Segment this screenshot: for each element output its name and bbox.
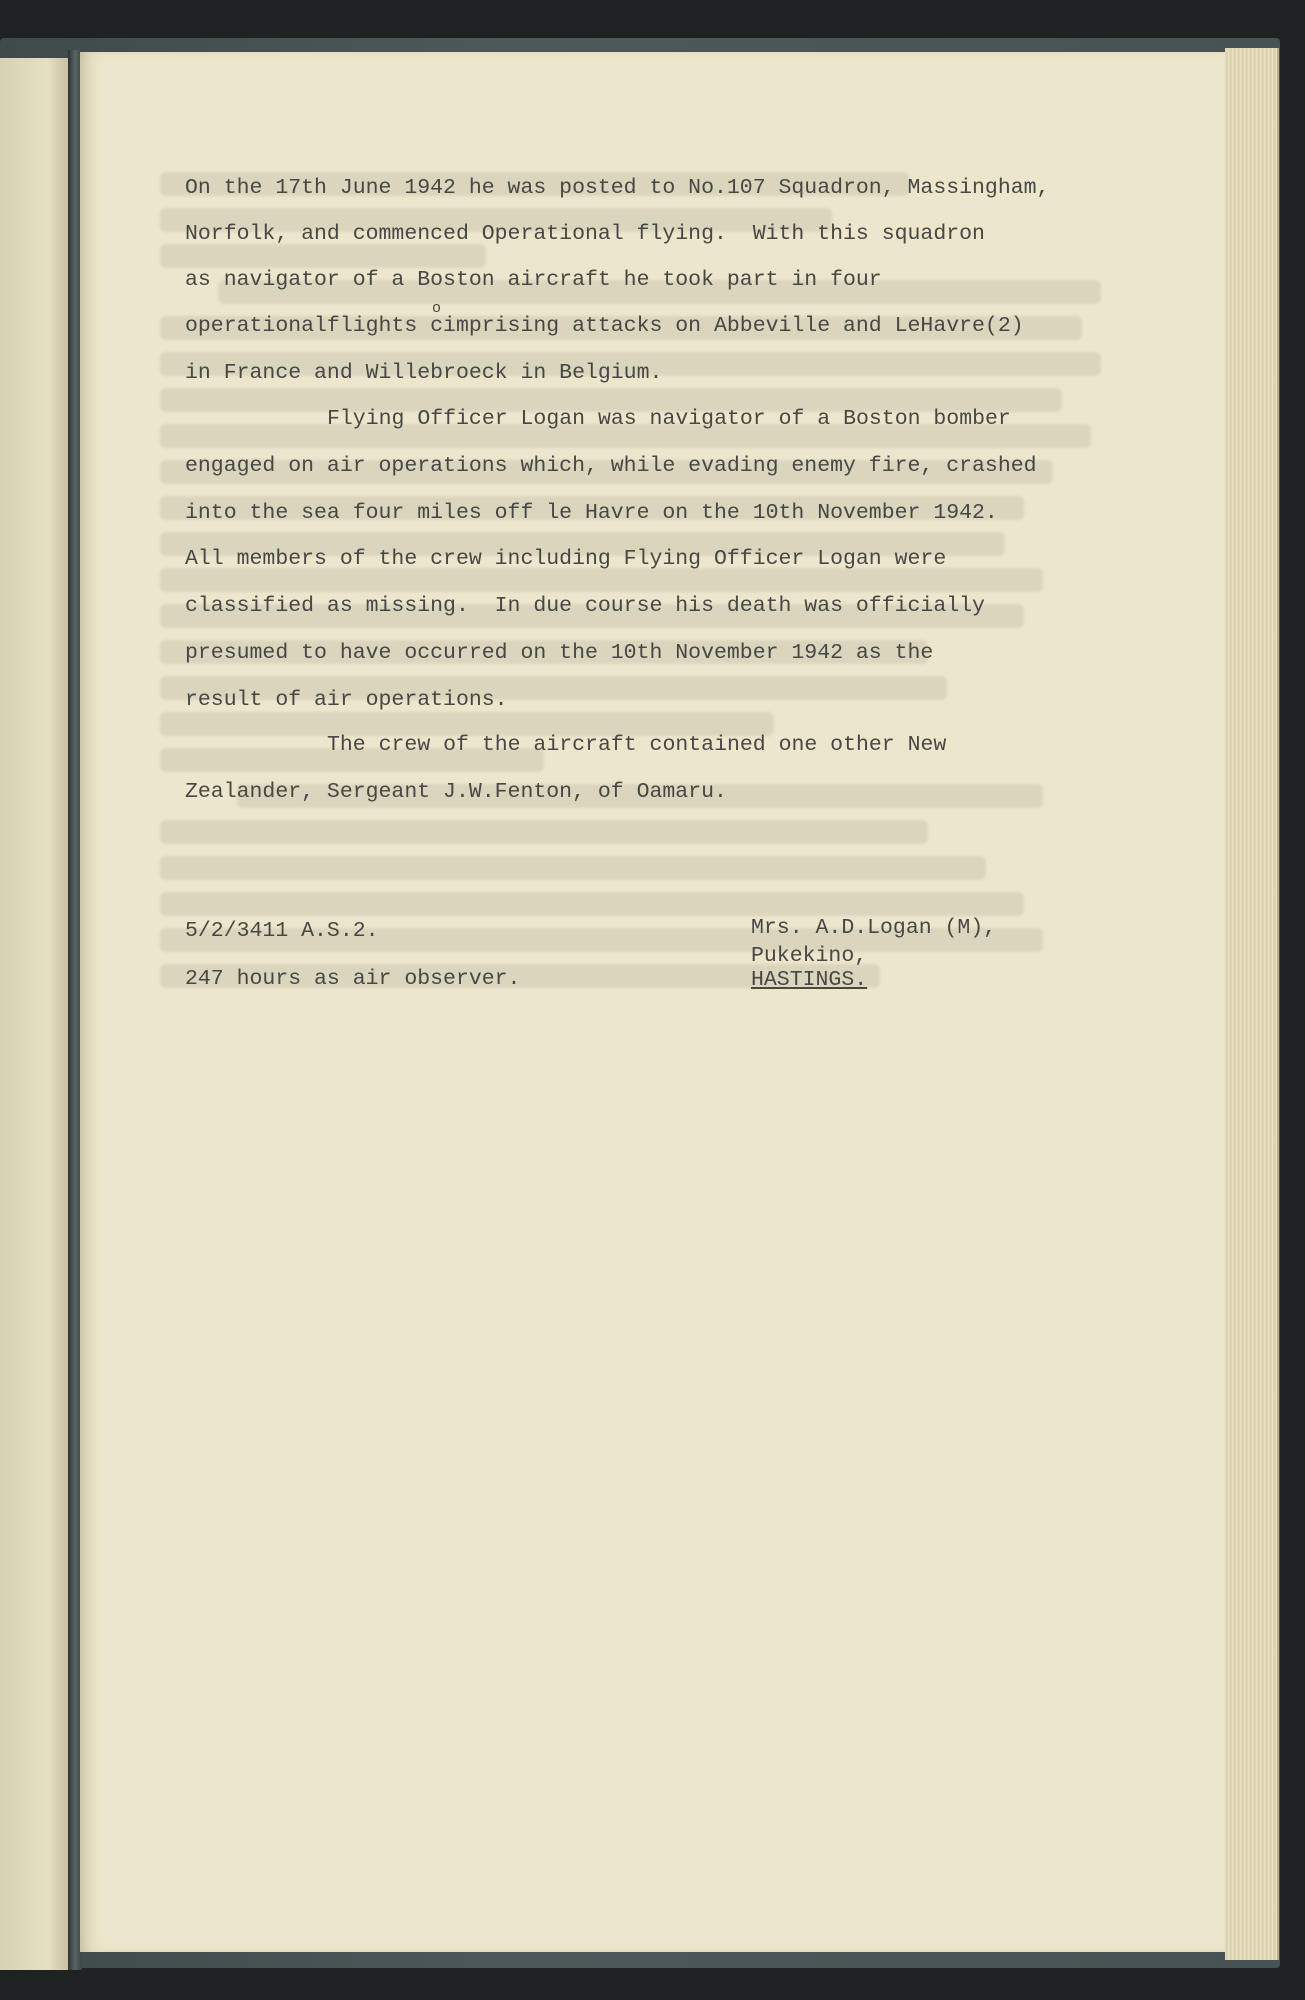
paragraph-3-line-2: Zealander, Sergeant J.W.Fenton, of Oamaru. — [185, 780, 727, 804]
paragraph-2-line-4: All members of the crew including Flying Officer Logan were — [185, 547, 947, 571]
page-stack-edges — [1225, 48, 1279, 1960]
paragraph-1-line-2: Norfolk, and commenced Operational flying. With this squadron — [185, 222, 985, 246]
paragraph-2-line-7: result of air operations. — [185, 688, 508, 712]
paragraph-3-line-1: The crew of the aircraft contained one other New — [327, 733, 947, 757]
paragraph-2-line-2: engaged on air operations which, while evading enemy fire, crashed — [185, 454, 1037, 478]
addressee-town: HASTINGS. — [751, 968, 868, 992]
paragraph-2-line-5: classified as missing. In due course his death was officially — [185, 594, 985, 618]
paragraph-2-line-1: Flying Officer Logan was navigator of a Boston bomber — [327, 407, 1011, 431]
addressee-name: Mrs. A.D.Logan (M), — [751, 916, 997, 940]
paragraph-2-line-6: presumed to have occurred on the 10th November 1942 as the — [185, 641, 934, 665]
paragraph-1-line-5: in France and Willebroeck in Belgium. — [185, 361, 663, 385]
flying-hours: 247 hours as air observer. — [185, 967, 521, 991]
paragraph-1-line-1: On the 17th June 1942 he was posted to No.107 Squadron, Massingham, — [185, 176, 1050, 200]
previous-page-edge — [0, 58, 68, 1970]
addressee-locality: Pukekino, — [751, 944, 868, 968]
paragraph-1-line-3: as navigator of a Boston aircraft he took part in four — [185, 268, 882, 292]
handwritten-correction: o — [432, 300, 442, 317]
file-reference: 5/2/3411 A.S.2. — [185, 919, 379, 943]
paragraph-2-line-3: into the sea four miles off le Havre on the 10th November 1942. — [185, 501, 998, 525]
paragraph-1-line-4: operationalflights cimprising attacks on Abbeville and LeHavre(2) — [185, 314, 1024, 338]
